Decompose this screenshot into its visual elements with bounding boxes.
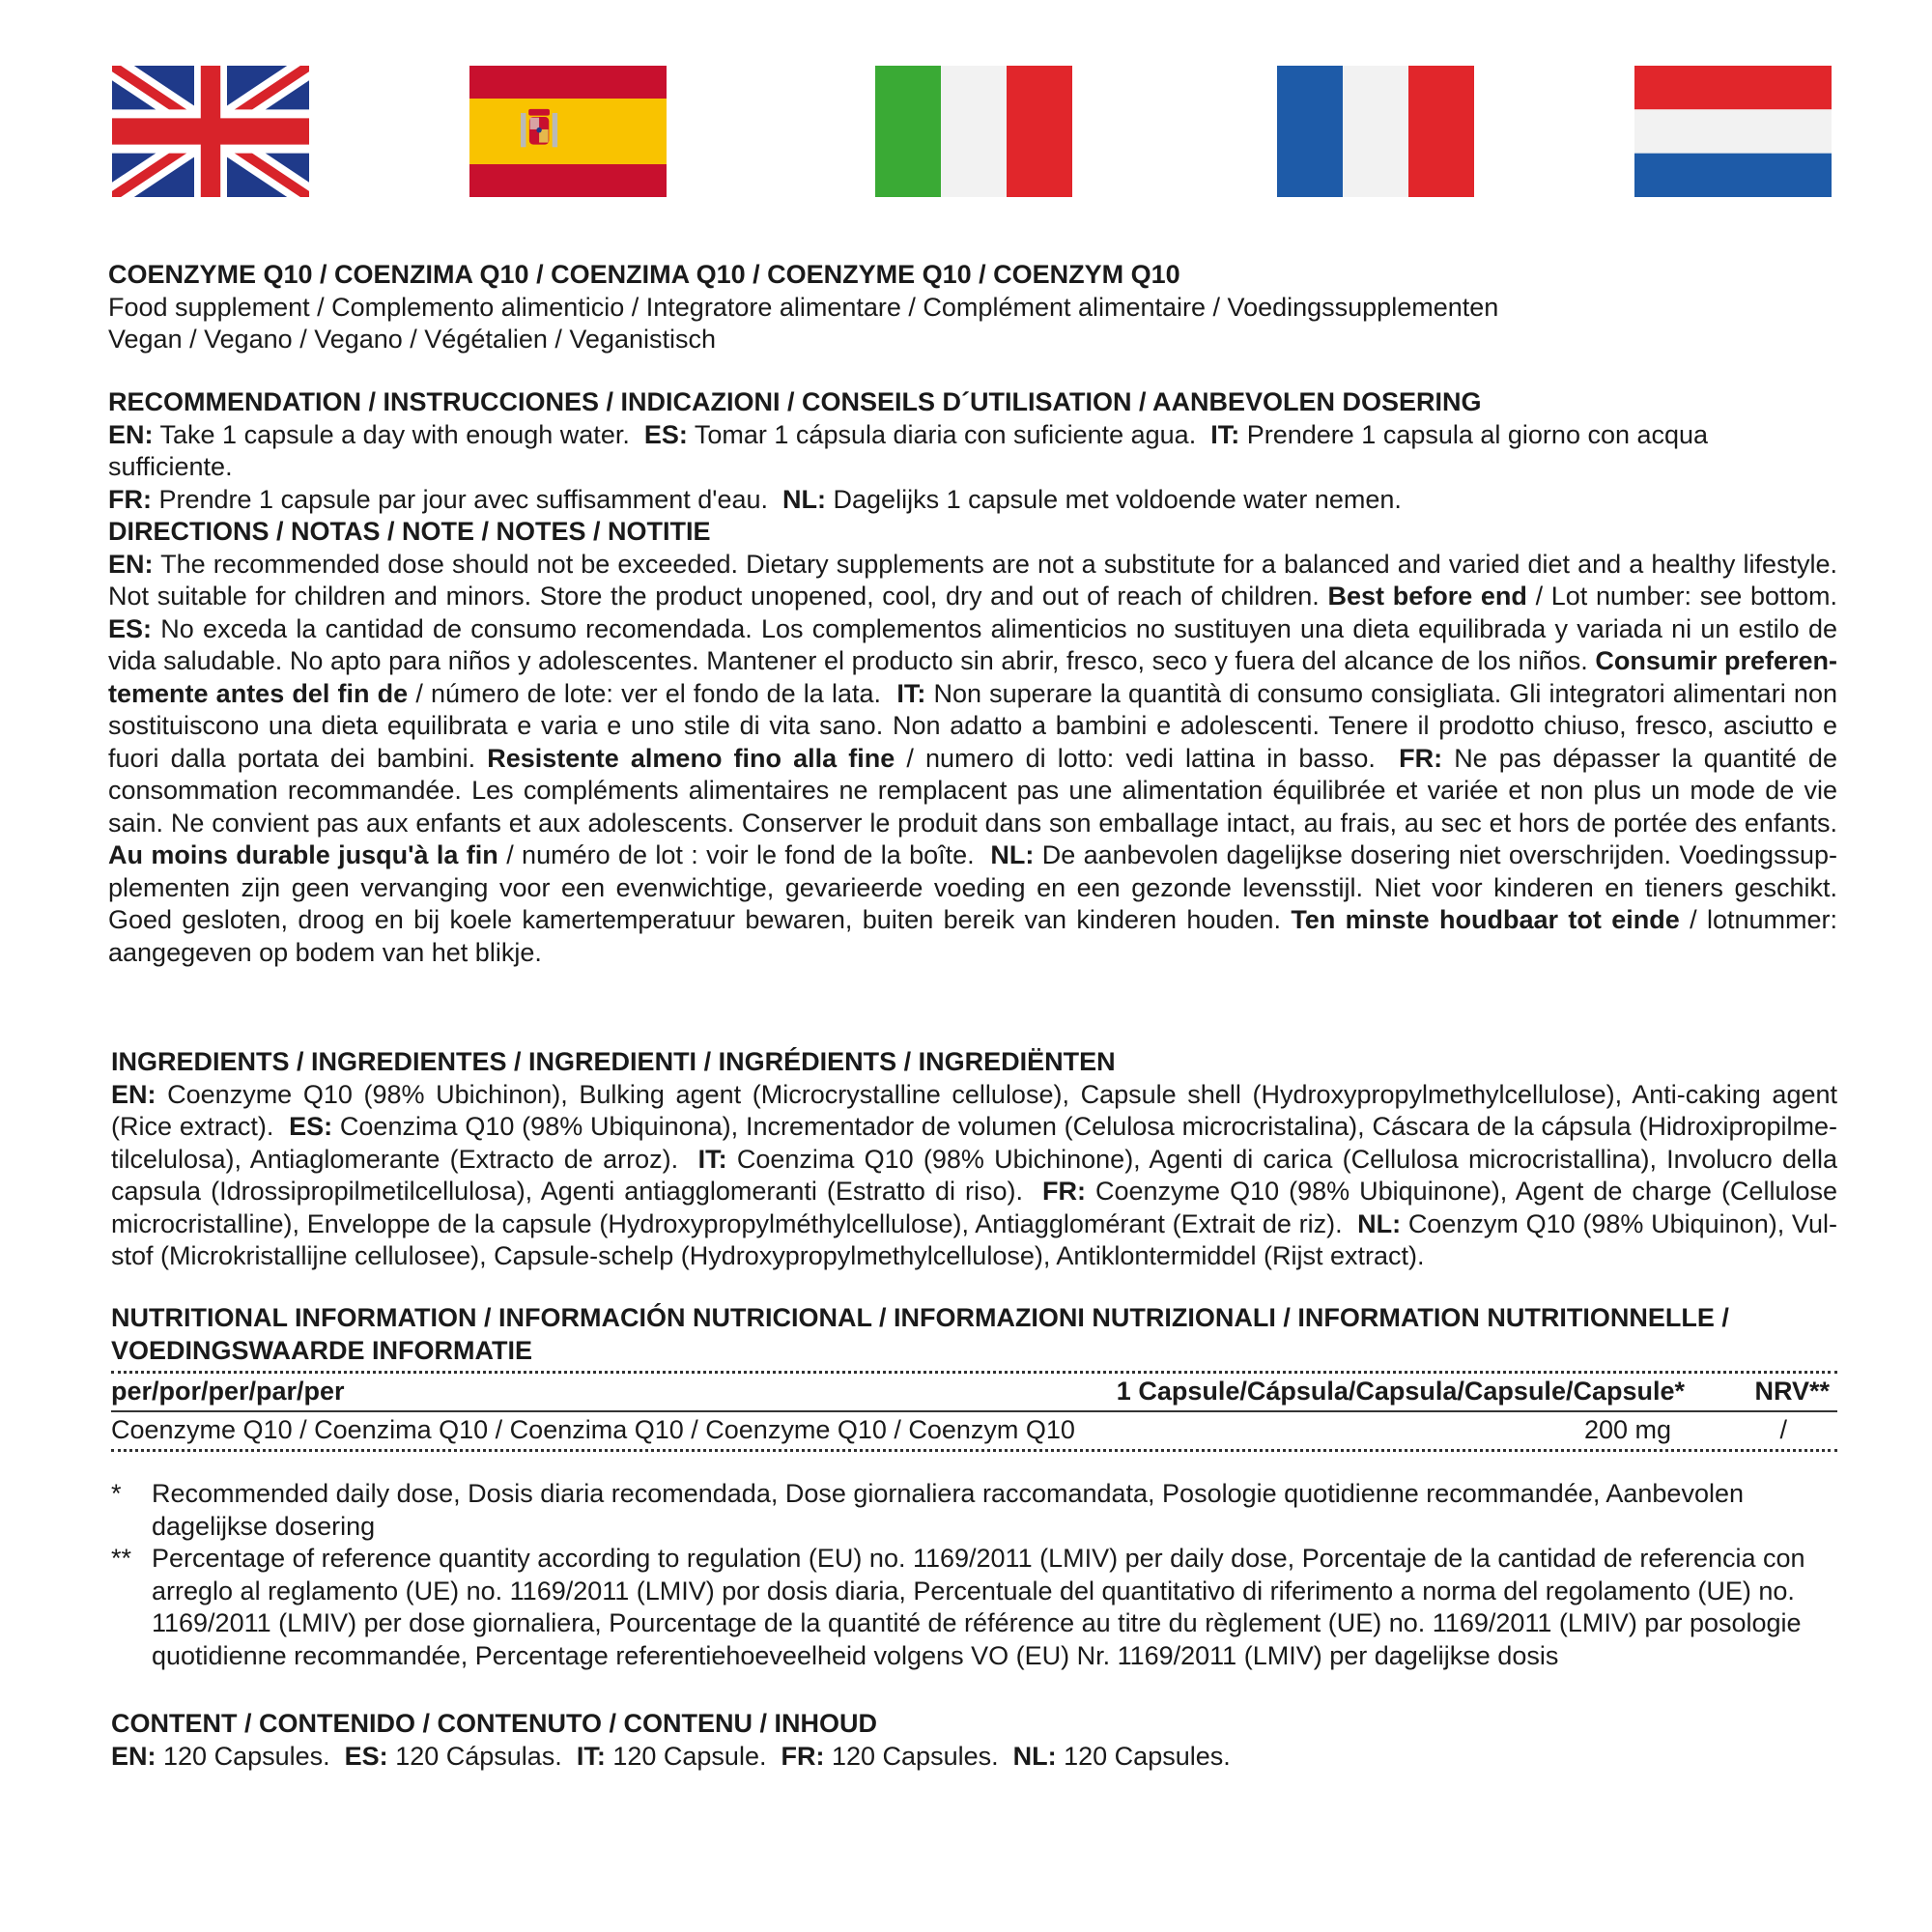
lang-label-nl: NL: — [1012, 1741, 1057, 1771]
table-row — [111, 1412, 1837, 1452]
col-nrv: NRV** — [1754, 1377, 1830, 1406]
footnote-2 — [111, 1543, 1837, 1672]
dir-it: Non superare la quantità di consumo consigliata. Gli integratori alimentari non sostituiscono una dieta equilibrata e varia e uno stile di vita sano. Non adatto a bambini e adolescenti. Tenere il prodotto chiuso, fresco, asciutto e fuori dalla portata dei bambini. — [108, 678, 1837, 773]
dir-it-tail: / numero di lotto: vedi lattina in basso. — [906, 743, 1376, 773]
content-text — [111, 1741, 1837, 1774]
spain-flag-icon — [469, 66, 667, 197]
lang-label-en: EN: — [111, 1741, 156, 1771]
lang-label-it: IT: — [697, 1144, 727, 1174]
rec-nl: Dagelijks 1 capsule met voldoende water nemen. — [833, 484, 1402, 514]
ing-it: Coenzima Q10 (98% Ubichinone), Agenti di carica (Cellulosa microcristallina), Involucro della capsula (Idrossipropilmetilcellulosa), Agenti antiagglomeranti (Estratto di riso). — [111, 1144, 1838, 1206]
recommendation-text — [108, 419, 1837, 517]
content-section — [111, 1708, 1837, 1773]
lang-label-it: IT: — [576, 1741, 606, 1771]
lang-label-es: ES: — [289, 1112, 333, 1141]
italy-flag-icon — [875, 66, 1072, 197]
row-amount: 200 mg — [1583, 1415, 1671, 1444]
ingredients-heading: INGREDIENTS / INGREDIENTES / INGREDIENTI / INGRÉDIENTS / INGREDIËNTEN — [111, 1047, 1116, 1076]
dir-fr: Ne pas dépasser la quantité de consommation recommandée. Les compléments alimentaires ne remplacent pas une alimentation équilibrée et variée et non plus un mode de vie sain. Ne convient pas aux enfants et aux adolescents. Conserver le produit dans son emballage intact, au frais, au sec et hors de portée des enfants. — [108, 743, 1837, 838]
dir-fr-tail: / numéro de lot : voir le fond de la boîte. — [506, 840, 975, 869]
footnote-1 — [111, 1478, 1837, 1543]
nutrition-heading: NUTRITIONAL INFORMATION / INFORMACIÓN NUTRICIONAL / INFORMAZIONI NUTRIZIONALI / INFORMATION NUTRITIONNELLE / VOEDINGSWAARDE INFORMATIE — [111, 1303, 1729, 1365]
lang-label-en: EN: — [108, 549, 154, 579]
row-name: Coenzyme Q10 / Coenzima Q10 / Coenzima Q10 / Coenzyme Q10 / Coenzym Q10 — [111, 1415, 1075, 1444]
dir-nl-bold: Ten minste houdbaar tot einde — [1291, 905, 1680, 934]
ing-fr: Coenzyme Q10 (98% Ubiquinone), Agent de charge (Cellulose microcristalline), Enveloppe de la capsule (Hydroxypropylméthylcellulose), Antiagglomérant (Extrait de riz). — [111, 1177, 1837, 1238]
con-es: 120 Cápsulas. — [395, 1741, 562, 1771]
dir-es-tail: / número de lote: ver el fondo de la lata. — [415, 678, 881, 708]
dir-es-bold: Consumir preferen-temente antes del fin de — [108, 646, 1837, 708]
lang-label-fr: FR: — [781, 1741, 825, 1771]
lang-label-es: ES: — [344, 1741, 388, 1771]
row-nrv: / — [1779, 1415, 1787, 1444]
col-per: per/por/per/par/per — [111, 1377, 345, 1406]
dir-en-bold: Best before end — [1327, 582, 1527, 611]
directions-section — [108, 516, 1837, 969]
uk-flag-icon — [112, 66, 309, 197]
footnote-text: Percentage of reference quantity according to regulation (EU) no. 1169/2011 (LMIV) per daily dose, Porcentaje de la cantidad de referencia con arreglo al reglamento (UE) no. 1169/2011 (LMIV) por dosis diaria, Percentuale del quantitativo di riferimento a norma del regolamento (UE) no. 1169/2011 (LMIV) per dose giornaliera, Pourcentage de la quantité de référence au titre du règlement (UE) no. 1169/2011 (LMIV) par posologie quotidienne recommandée, Percentage referentiehoeveelheid volgens VO (EU) Nr. 1169/2011 (LMIV) per dagelijkse dosis — [152, 1544, 1805, 1670]
product-type-line: Food supplement / Complemento alimenticio / Integratore alimentare / Complément alimentaire / Voedingssupplementen — [108, 292, 1499, 322]
lang-label-it: IT: — [1210, 419, 1240, 449]
dir-en-tail: / Lot number: see bottom. — [1535, 582, 1837, 611]
ingredients-text — [111, 1079, 1837, 1273]
con-nl: 120 Capsules. — [1064, 1741, 1231, 1771]
footnotes-section — [111, 1478, 1837, 1672]
directions-text — [108, 549, 1837, 970]
product-title: COENZYME Q10 / COENZIMA Q10 / COENZIMA Q10 / COENZYME Q10 / COENZYM Q10 — [108, 260, 1180, 289]
product-section — [108, 259, 1837, 356]
con-it: 120 Capsule. — [612, 1741, 767, 1771]
lang-label-nl: NL: — [1357, 1208, 1402, 1238]
france-flag-icon — [1277, 66, 1474, 197]
nutrition-table-header — [111, 1371, 1837, 1412]
lang-label-es: ES: — [108, 613, 153, 643]
ingredients-section — [111, 1046, 1837, 1273]
rec-es: Tomar 1 cápsula diaria con suficiente agua. — [694, 419, 1197, 449]
lang-label-en: EN: — [111, 1079, 156, 1109]
ing-nl: Coenzym Q10 (98% Ubiquinon), Vul-stof (Microkristallijne cellulosee), Capsule-schelp (Hydroxypropylmethylcellulose), Antiklontermiddel (Rijst extract). — [111, 1208, 1837, 1270]
lang-label-en: EN: — [108, 419, 154, 449]
dir-es: No exceda la cantidad de consumo recomendada. Los complementos alimenticios no sustituyen una dieta equilibrada y variada ni un estilo de vida saludable. No apto para niños y adolescentes. Mantener el producto sin abrir, fresco, seco y fuera del alcance de los niños. — [108, 613, 1837, 675]
dir-en: The recommended dose should not be exceeded. Dietary supplements are not a substitute for a balanced and varied diet and a healthy lifestyle. Not suitable for children and minors. Store the product unopened, cool, dry and out of reach of children. — [108, 549, 1838, 611]
con-fr: 120 Capsules. — [831, 1741, 999, 1771]
lang-label-es: ES: — [643, 419, 688, 449]
dir-it-bold: Resistente almeno fino alla fine — [487, 743, 895, 773]
recommendation-heading: RECOMMENDATION / INSTRUCCIONES / INDICAZIONI / CONSEILS D´UTILISATION / AANBEVOLEN DOSERING — [108, 387, 1482, 416]
recommendation-section — [108, 386, 1837, 516]
lang-label-fr: FR: — [1042, 1177, 1086, 1206]
rec-en: Take 1 capsule a day with enough water. — [159, 419, 630, 449]
nutrition-section — [111, 1302, 1837, 1452]
dir-nl: De aanbevolen dagelijkse dosering niet overschrijden. Voedingssup-plementen zijn geen vervanging voor een evenwichtige, gevarieerde voeding en een gezonde levensstijl. Niet voor kinderen en tieners geschikt. Goed gesloten, droog en bij koele kamertemperatuur bewaren, buiten bereik van kinderen houden. — [108, 840, 1837, 934]
col-amount: 1 Capsule/Cápsula/Capsula/Capsule/Capsule* — [1116, 1377, 1685, 1406]
lang-label-nl: NL: — [990, 840, 1035, 869]
footnote-mark: * — [111, 1479, 122, 1508]
product-vegan-line: Vegan / Vegano / Vegano / Végétalien / Veganistisch — [108, 325, 717, 354]
lang-label-nl: NL: — [782, 484, 827, 514]
rec-fr: Prendre 1 capsule par jour avec suffisamment d'eau. — [158, 484, 769, 514]
rec-it: Prendere 1 capsula al giorno con acqua sufficiente. — [108, 419, 1709, 481]
footnote-text: Recommended daily dose, Dosis diaria recomendada, Dose giornaliera raccomandata, Posologie quotidienne recommandée, Aanbevolen dagelijkse dosering — [152, 1479, 1744, 1541]
content-heading: CONTENT / CONTENIDO / CONTENUTO / CONTENU / INHOUD — [111, 1709, 878, 1738]
directions-heading: DIRECTIONS / NOTAS / NOTE / NOTES / NOTITIE — [108, 517, 711, 546]
lang-label-fr: FR: — [1399, 743, 1443, 773]
lang-label-it: IT: — [896, 678, 926, 708]
footnote-mark: ** — [111, 1544, 132, 1573]
ing-en: Coenzyme Q10 (98% Ubichinon), Bulking agent (Microcrystalline cellulose), Capsule shell (Hydroxypropylmethylcellulose), Anti-caking agent (Rice extract). — [111, 1079, 1837, 1141]
netherlands-flag-icon — [1634, 66, 1832, 197]
ing-es: Coenzima Q10 (98% Ubiquinona), Incrementador de volumen (Celulosa microcristalina), Cáscara de la cápsula (Hidroxipropilme-tilcelulosa), Antiaglomerante (Extracto de arroz). — [111, 1112, 1837, 1174]
dir-fr-bold: Au moins durable jusqu'à la fin — [108, 840, 498, 869]
con-en: 120 Capsules. — [163, 1741, 330, 1771]
dir-nl-tail: / lotnummer: aangegeven op bodem van het blikje. — [108, 905, 1837, 967]
lang-label-fr: FR: — [108, 484, 152, 514]
